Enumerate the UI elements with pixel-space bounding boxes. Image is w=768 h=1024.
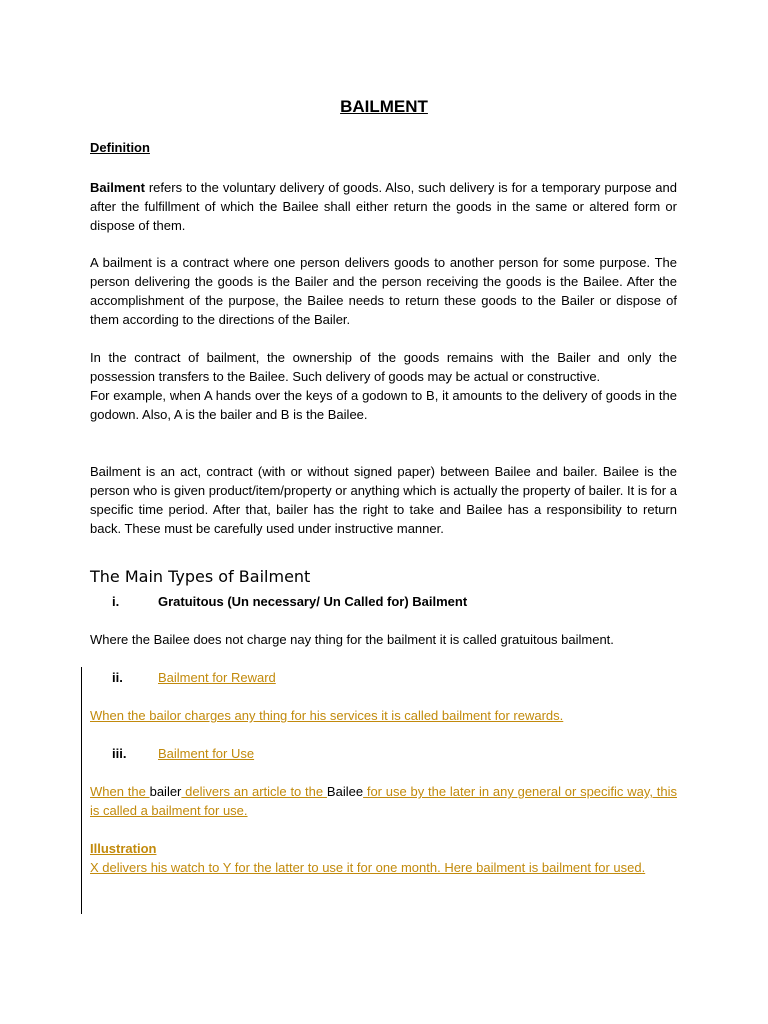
example-paragraph: For example, when A hands over the keys of a godown to B, it amounts to the delivery of goods in the godown. Also, A is the bailer and B is the Bailee. — [90, 388, 677, 422]
list-number: ii. — [112, 670, 123, 685]
bailment-term: Bailment — [90, 180, 145, 195]
list-number: iii. — [112, 746, 127, 761]
reward-description: When the bailor charges any thing for his services it is called bailment for rewards. — [90, 708, 564, 723]
contract-paragraph: A bailment is a contract where one person delivers goods to another person for some purpose. The person delivering the goods is the Bailer and the person receiving the goods is the Bailee. After the accomplishment of the purpose, the Bailee needs to return these goods to the Bailer or dispose of them according to the directions of the Bailer. — [90, 255, 677, 327]
list-number: i. — [112, 594, 120, 609]
definition-heading: Definition — [90, 140, 150, 155]
revision-bar — [81, 667, 82, 914]
definition-paragraph — [90, 178, 677, 235]
list-label: Bailment for Use — [158, 746, 255, 761]
ownership-paragraph: In the contract of bailment, the ownership of the goods remains with the Bailer and only the possession transfers to the Bailee. Such delivery of goods may be actual or constructive. — [90, 350, 677, 384]
illustration-text: X delivers his watch to Y for the latter to use it for one month. Here bailment is bailment for used. — [90, 860, 646, 875]
illustration-heading: Illustration — [90, 841, 157, 856]
page-title: BAILMENT — [340, 97, 428, 116]
list-label: Bailment for Reward — [158, 670, 276, 685]
use-description: When the bailer delivers an article to the Bailee for use by the later in any general or specific way, this is called a bailment for use. — [90, 784, 677, 818]
bailer-word: bailer — [149, 784, 182, 799]
types-heading: The Main Types of Bailment — [90, 567, 311, 586]
bailee-word: Bailee — [326, 784, 364, 799]
list-label: Gratuitous (Un necessary/ Un Called for) Bailment — [158, 594, 468, 609]
definition-text: refers to the voluntary delivery of goods. Also, such delivery is for a temporary purpose and after the fulfillment of which the Bailee shall either return the goods in the same or altered form or dispose of them. — [90, 180, 677, 233]
act-paragraph: Bailment is an act, contract (with or without signed paper) between Bailee and bailer. Bailee is the person who is given product/item/property or anything which is actually the property of bailer. It is for a specific time period. After that, bailer has the right to take and Bailee has a responsibility to return back. These must be carefully used under instructive manner. — [90, 464, 677, 536]
gratuitous-description: Where the Bailee does not charge nay thing for the bailment it is called gratuitous bailment. — [90, 632, 614, 647]
